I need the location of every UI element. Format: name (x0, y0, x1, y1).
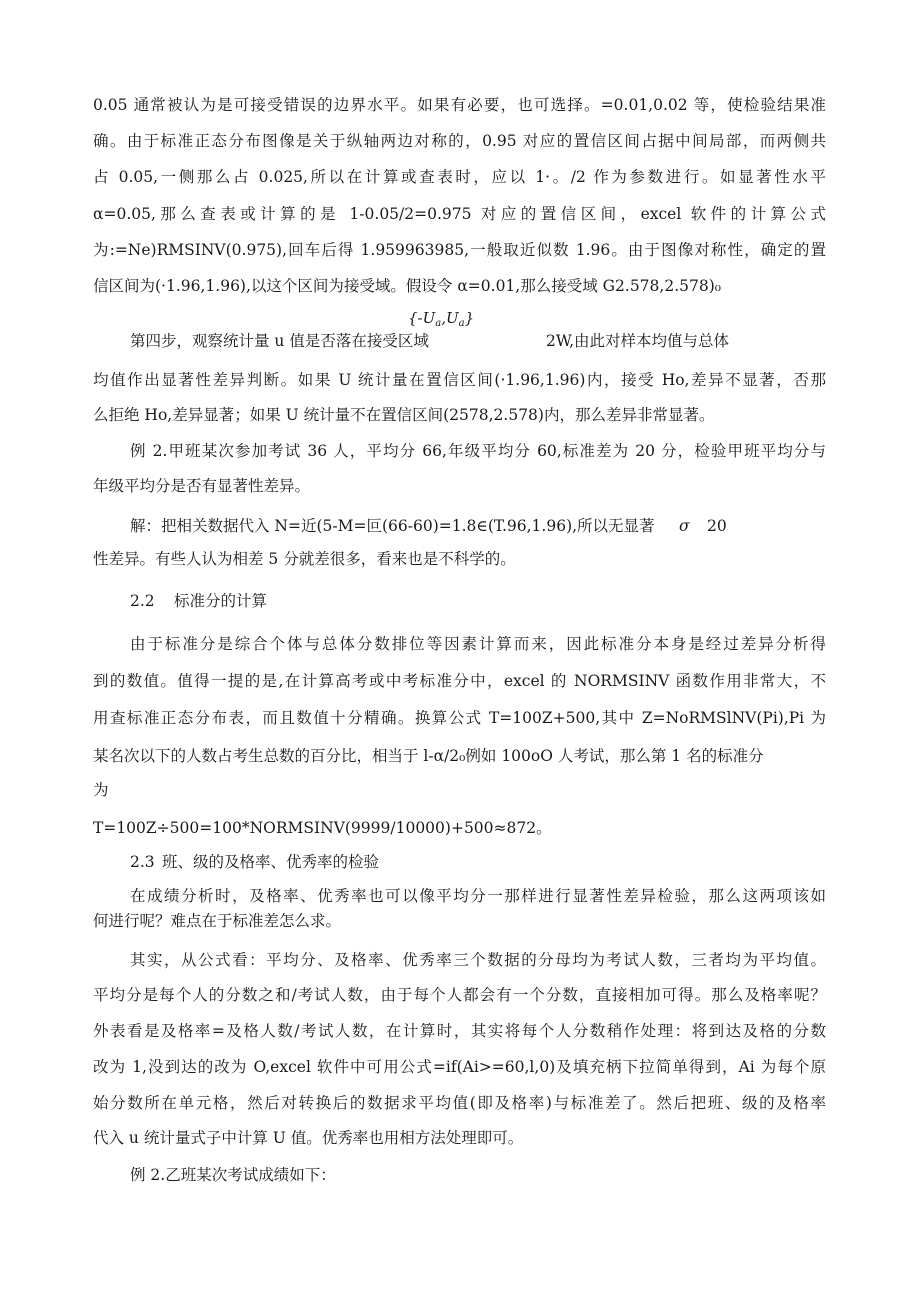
example1-line1: 例 2.甲班某次参加考试 36 人，平均分 66,年级平均分 60,标准差为 20 分，检验甲班平均分与 (130, 442, 826, 460)
step4-line1a: 第四步，观察统计量 u 值是否落在接受区域 (130, 332, 429, 350)
formula-close: } (464, 309, 475, 327)
step4-line3: 么拒绝 Ho,差异显著；如果 U 统计量不在置信区间(2578,2.578)内，那么差异非常显著。 (93, 406, 715, 424)
formula-open: {-U (408, 309, 436, 327)
para-2-2-line2: 到的数值。值得一提的是,在计算高考或中考标准分中，excel 的 NORMSINV 函数作用非常大，不 (93, 672, 826, 690)
para1-line5: 为:=Ne)RMSINV(0.975),回车后得 1.959963985,一般取近似数 1.96。由于图像对称性，确定的置 (93, 241, 826, 259)
section-2-3-title: 班、级的及格率、优秀率的检验 (162, 853, 380, 871)
example2-line1: 例 2.乙班某次考试成绩如下： (130, 1166, 336, 1184)
solution1-number: 20 (707, 517, 727, 535)
formula-sub2: a (458, 318, 465, 329)
para-2-3a-line1: 在成绩分析时，及格率、优秀率也可以像平均分一那样进行显著性差异检验，那么这两项该如 (130, 887, 826, 905)
para1-line6: 信区间为(·1.96,1.96),以这个区间为接受域。假设令 α=0.01,那么接受域 G2.578,2.578)₀ (93, 277, 721, 295)
para-2-3a-line2: 何进行呢？难点在于标准差怎么求。 (93, 912, 342, 930)
sigma-symbol: σ (679, 517, 690, 535)
para-2-3b-line2: 平均分是每个人的分数之和/考试人数，由于每个人都会有一个分数，直接相加可得。那么及格率呢？ (93, 986, 826, 1004)
step4-line1b: 2W,由此对样本均值与总体 (546, 332, 730, 350)
step4-line2: 均值作出显著性差异判断。如果 U 统计量在置信区间(·1.96,1.96)内，接受 Ho,差异不显著，否那 (93, 371, 826, 389)
para1-line4: α=0.05,那么查表或计算的是 1-0.05/2=0.975 对应的置信区间，excel 软件的计算公式 (93, 205, 826, 223)
formula-sub1: a (435, 318, 442, 329)
para-2-3b-line6: 代入 u 统计量式子中计算 U 值。优秀率也用相方法处理即可。 (93, 1129, 524, 1147)
para-2-2-line4: 某名次以下的人数占考生总数的百分比，相当于 l-α/2₀例如 100oO 人考试，那么第 1 名的标准分 (93, 747, 764, 765)
para-2-3b-line5: 始分数所在单元格，然后对转换后的数据求平均值(即及格率)与标准差了。然后把班、级的及格率 (93, 1094, 826, 1112)
para-2-3b-line3: 外表看是及格率=及格人数/考试人数，在计算时，其实将每个人分数稍作处理：将到达及格的分数 (93, 1022, 826, 1040)
solution1-line2: 性差异。有些人认为相差 5 分就差很多，看来也是不科学的。 (93, 550, 516, 568)
formula-mid: ,U (441, 309, 459, 327)
para-2-2-line5: 为 (93, 781, 109, 799)
para-2-2-line6: T=100Z÷500=100*NORMSINV(9999/10000)+500≈872。 (93, 819, 552, 837)
solution1-line1: 解：把相关数据代入 N=近(5-M=叵(66-60)=1.8∈(T.96,1.96),所以无显著 (130, 517, 655, 535)
para-2-3b-line4: 改为 1,没到达的改为 O,excel 软件中可用公式=if(Ai>=60,l,0)及填充柄下拉简单得到，Ai 为每个原 (93, 1058, 826, 1076)
para-2-3b-line1: 其实，从公式看：平均分、及格率、优秀率三个数据的分母均为考试人数，三者均为平均值。 (130, 951, 826, 969)
section-2-2-number: 2.2 (130, 592, 155, 610)
section-2-3-number: 2.3 (130, 853, 155, 871)
para1-line3: 占 0.05,一侧那么占 0.025,所以在计算或查表时，应以 1·。/2 作为参数进行。如显著性水平 (93, 168, 826, 186)
example1-line2: 年级平均分是否有显著性差异。 (93, 477, 311, 495)
para-2-2-line1: 由于标准分是综合个体与总体分数排位等因素计算而来，因此标准分本身是经过差异分析得 (130, 635, 826, 653)
para-2-2-line3: 用查标准正态分布表，而且数值十分精确。换算公式 T=100Z+500,其中 Z=NoRMSlNV(Pi),Pi 为 (93, 709, 826, 727)
section-2-2-title: 标准分的计算 (174, 592, 268, 610)
para1-line2: 确。由于标准正态分布图像是关于纵轴两边对称的，0.95 对应的置信区间占据中间局部，而两侧共 (93, 132, 826, 150)
para1-line1: 0.05 通常被认为是可接受错误的边界水平。如果有必要，也可选择。=0.01,0.02 等，使检验结果准 (93, 96, 826, 114)
